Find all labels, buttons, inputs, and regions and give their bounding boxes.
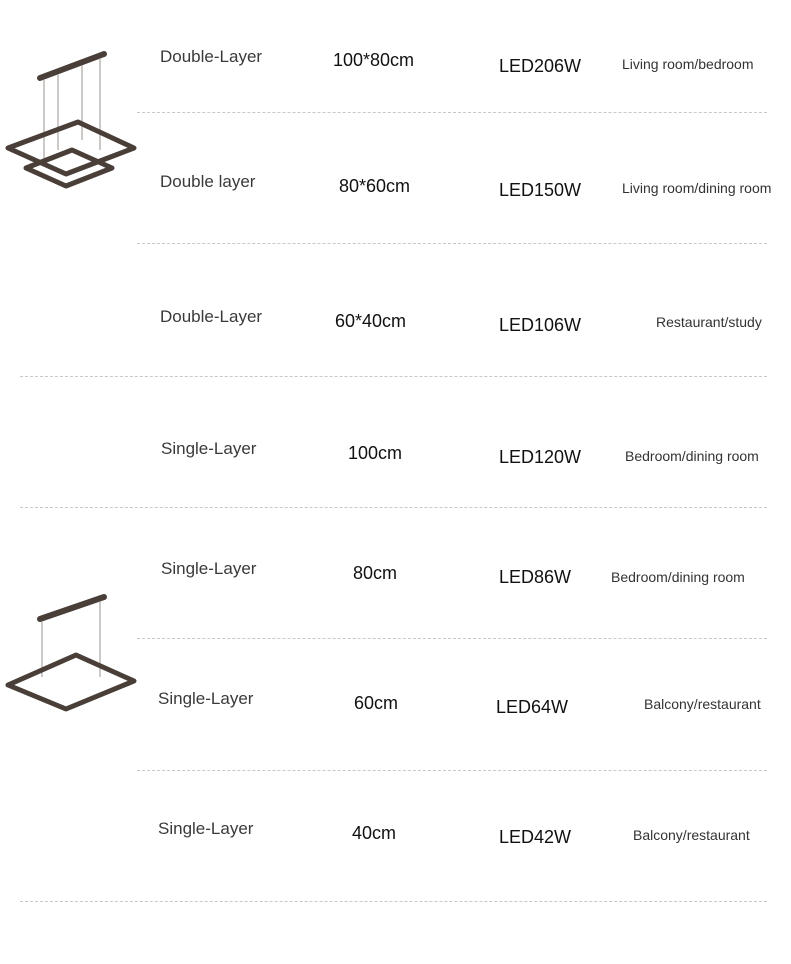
row-7-power: LED42W [499, 827, 572, 847]
row-4-size: 100cm [348, 443, 403, 463]
row-1-room: Living room/bedroom [622, 56, 754, 72]
row-7-type: Single-Layer [158, 819, 254, 838]
row-6-room: Balcony/restaurant [644, 696, 761, 712]
row-4-power: LED120W [499, 447, 582, 467]
row-5-type: Single-Layer [161, 559, 257, 578]
row-divider [137, 638, 767, 639]
row-5-room: Bedroom/dining room [611, 569, 745, 585]
row-2-room: Living room/dining room [622, 180, 772, 196]
row-3-room: Restaurant/study [656, 314, 762, 330]
row-1-size: 100*80cm [333, 50, 415, 70]
row-6-size: 60cm [354, 693, 399, 713]
row-5-size: 80cm [353, 563, 398, 583]
row-7-size: 40cm [352, 823, 397, 843]
row-5-power: LED86W [499, 567, 572, 587]
row-divider [20, 376, 767, 377]
row-1-type: Double-Layer [160, 47, 263, 66]
row-6-type: Single-Layer [158, 689, 254, 708]
row-divider [137, 770, 767, 771]
single-layer-square-chandelier-icon [0, 585, 140, 715]
row-4-room: Bedroom/dining room [625, 448, 759, 464]
row-divider [20, 901, 767, 902]
row-3-power: LED106W [499, 315, 582, 335]
row-3-type: Double-Layer [160, 307, 263, 326]
row-divider [137, 243, 767, 244]
row-2-type: Double layer [160, 172, 256, 191]
row-7-room: Balcony/restaurant [633, 827, 750, 843]
row-2-size: 80*60cm [339, 176, 411, 196]
row-divider [20, 507, 767, 508]
row-6-power: LED64W [496, 697, 569, 717]
row-4-type: Single-Layer [161, 439, 257, 458]
row-2-power: LED150W [499, 180, 582, 200]
double-layer-square-chandelier-icon [0, 40, 140, 190]
row-3-size: 60*40cm [335, 311, 407, 331]
row-divider [137, 112, 767, 113]
row-1-power: LED206W [499, 56, 582, 76]
